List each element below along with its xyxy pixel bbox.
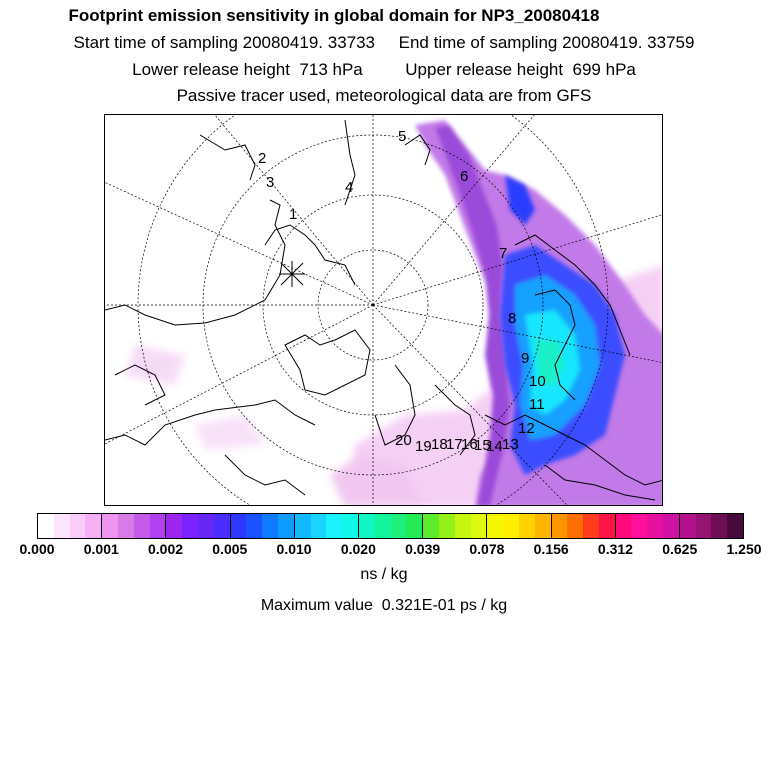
trajectory-label: 12 (518, 420, 535, 437)
legend-color-cell (182, 514, 198, 538)
trajectory-label: 11 (529, 396, 545, 413)
trajectory-label: 15 (474, 437, 491, 454)
legend-color-cell (38, 514, 54, 538)
legend-color-cell (696, 514, 712, 538)
legend-color-cell (391, 514, 407, 538)
trajectory-label: 7 (499, 245, 508, 262)
trajectory-label: 20 (395, 432, 412, 449)
legend-tick-label: 0.005 (212, 541, 248, 557)
trajectory-label: 14 (486, 438, 503, 455)
maximum-value-note: Maximum value 0.321E-01 ps / kg (260, 597, 508, 614)
legend-color-cell (535, 514, 551, 538)
legend-color-cell (85, 514, 101, 538)
release-height-line: Lower release height 713 hPa Upper release height 699 hPa (132, 60, 636, 79)
legend-color-cell (599, 514, 615, 538)
legend-color-cell (615, 514, 632, 538)
legend-color-cell (311, 514, 327, 538)
legend-color-cell (101, 514, 118, 538)
sampling-time-line: Start time of sampling 20080419. 33733 End time of sampling 20080419. 33759 (73, 33, 695, 52)
legend-color-cell (455, 514, 471, 538)
legend-color-cell (294, 514, 311, 538)
legend-color-cell (246, 514, 262, 538)
trajectory-label: 17 (446, 436, 463, 453)
legend-tick-label: 0.625 (662, 541, 698, 557)
trajectory-label: 1 (289, 206, 298, 223)
legend-color-cell (230, 514, 247, 538)
legend-color-cell (198, 514, 214, 538)
legend-color-cell (422, 514, 439, 538)
legend-tick-label: 0.010 (276, 541, 312, 557)
asterisk-icon (279, 261, 305, 287)
legend-color-cell (375, 514, 391, 538)
legend-color-cell (214, 514, 230, 538)
legend-color-cell (165, 514, 182, 538)
legend-color-cell (54, 514, 70, 538)
legend-color-cell (278, 514, 294, 538)
trajectory-label: 9 (521, 350, 530, 367)
legend-color-cell (727, 514, 743, 538)
legend-color-cell (326, 514, 342, 538)
trajectory-label: 19 (415, 438, 432, 455)
legend-color-cell (631, 514, 647, 538)
trajectory-label: 8 (508, 310, 517, 327)
legend-color-cell (567, 514, 583, 538)
legend-tick-label: 0.039 (405, 541, 441, 557)
tracer-info-line: Passive tracer used, meteorological data are from GFS (176, 86, 592, 105)
legend-tick-label: 0.020 (340, 541, 376, 557)
legend-color-cell (551, 514, 568, 538)
legend-color-cell (134, 514, 150, 538)
trajectory-label: 18 (431, 436, 448, 453)
legend-color-cell (358, 514, 375, 538)
legend-tick-label: 0.078 (469, 541, 505, 557)
trajectory-label: 5 (398, 128, 407, 145)
legend-tick-label: 0.000 (19, 541, 55, 557)
legend-color-cell (439, 514, 455, 538)
legend-color-cell (118, 514, 134, 538)
legend-color-cell (262, 514, 278, 538)
trajectory-label: 6 (460, 168, 469, 185)
map-title: Footprint emission sensitivity in global domain for NP3_20080418 (68, 6, 600, 25)
trajectory-label: 10 (529, 373, 546, 390)
color-scale-legend (37, 513, 744, 539)
legend-color-cell (486, 514, 503, 538)
trajectory-label: 2 (258, 150, 267, 167)
legend-tick-label: 0.002 (148, 541, 184, 557)
legend-color-cell (70, 514, 86, 538)
legend-color-cell (583, 514, 599, 538)
legend-tick-label: 0.001 (83, 541, 119, 557)
map-canvas (105, 115, 663, 506)
trajectory-label: 4 (345, 179, 354, 196)
footprint-map (104, 114, 663, 506)
legend-color-cell (406, 514, 422, 538)
legend-tick-label: 0.312 (597, 541, 633, 557)
legend-color-cell (519, 514, 535, 538)
legend-tick-label: 0.156 (533, 541, 569, 557)
legend-color-cell (503, 514, 519, 538)
legend-tick-label: 1.250 (726, 541, 762, 557)
legend-color-cell (711, 514, 727, 538)
legend-color-cell (663, 514, 679, 538)
trajectory-label: 13 (502, 436, 519, 453)
legend-color-cell (679, 514, 696, 538)
trajectory-label: 3 (266, 174, 275, 191)
legend-color-cell (150, 514, 166, 538)
legend-color-cell (342, 514, 358, 538)
trajectory-label: 16 (461, 436, 478, 453)
legend-color-cell (471, 514, 487, 538)
legend-units: ns / kg (360, 566, 408, 583)
legend-color-cell (647, 514, 663, 538)
